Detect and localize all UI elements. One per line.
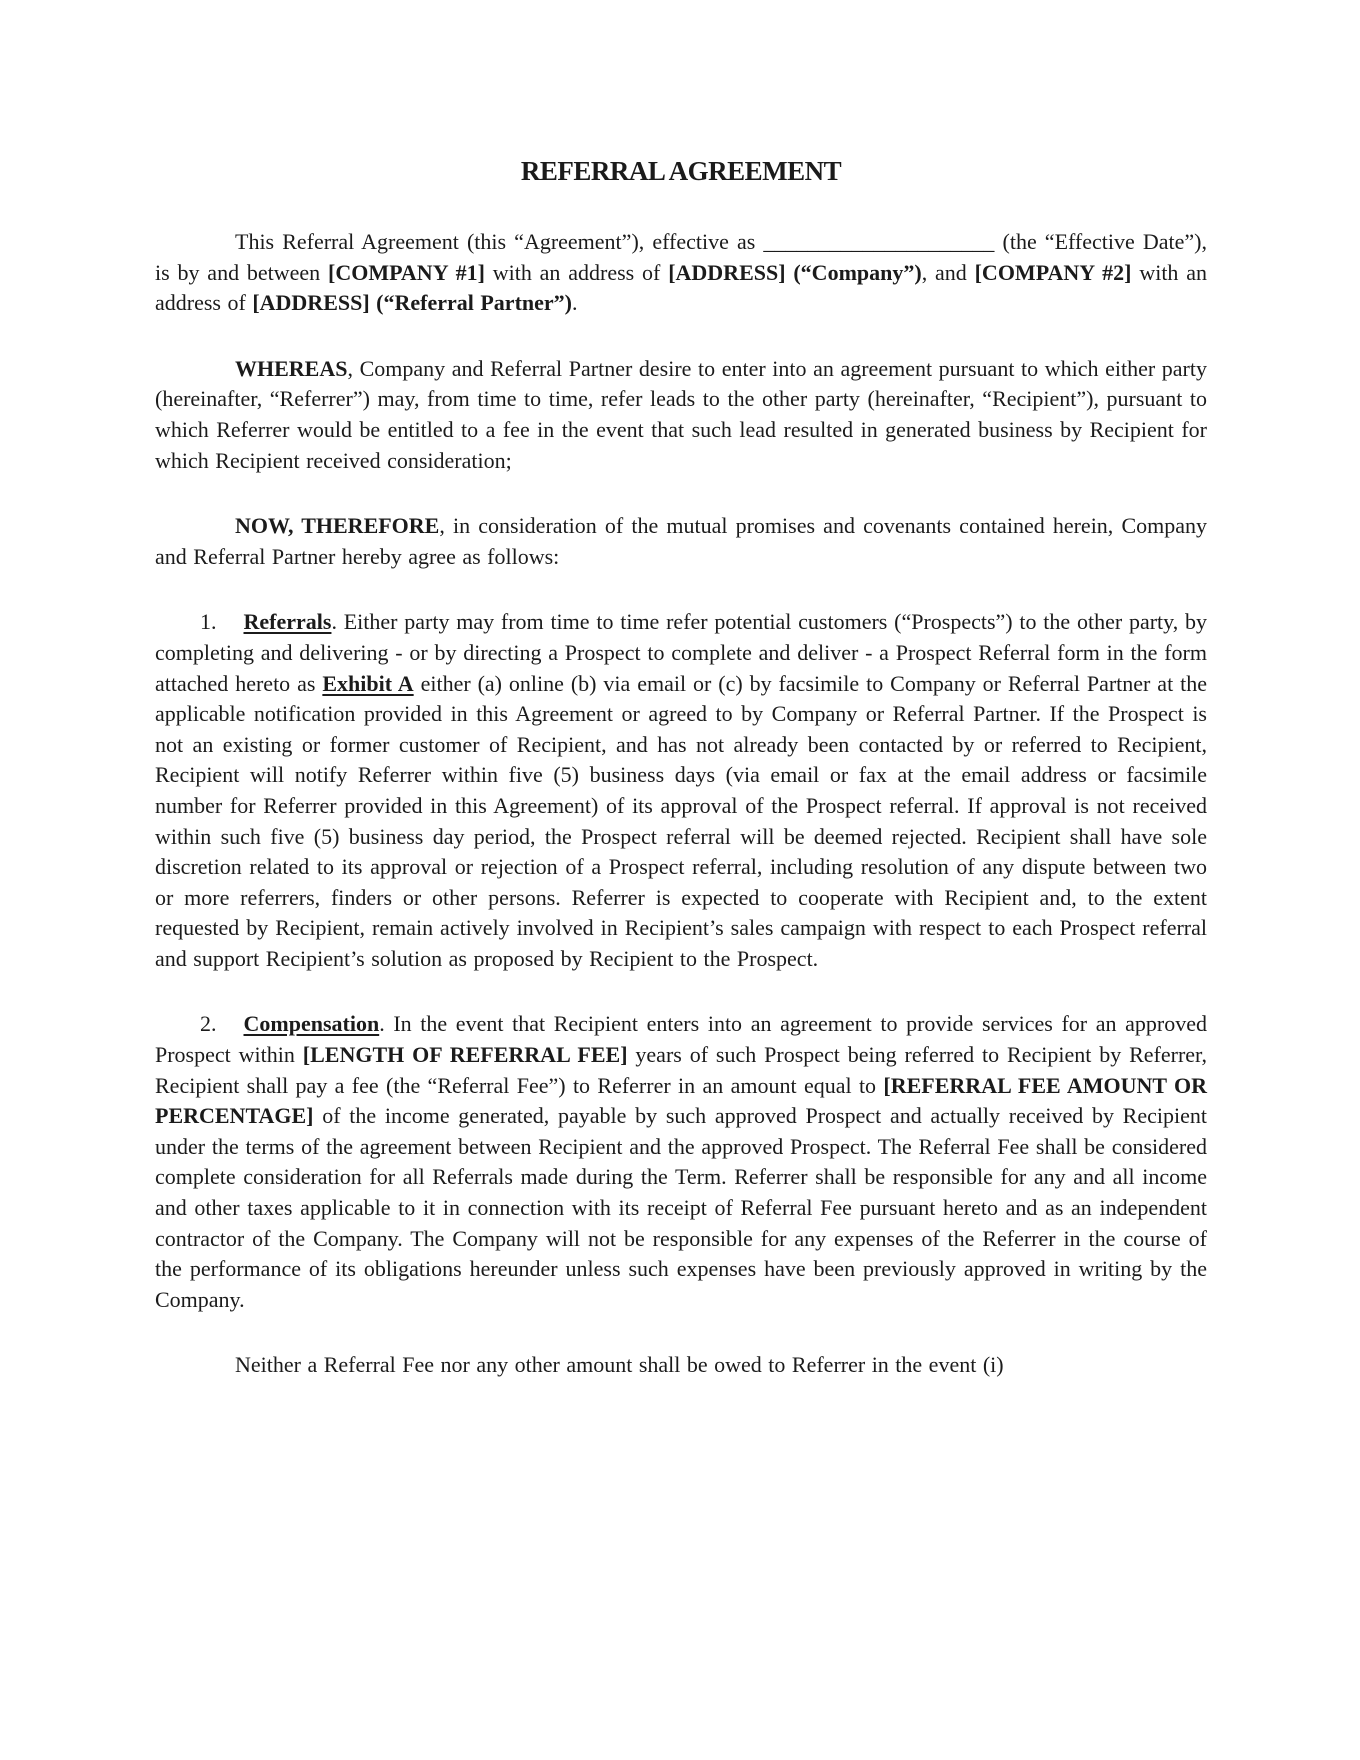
text-run: with an address of xyxy=(484,259,669,285)
text-run: WHEREAS xyxy=(235,355,348,381)
text-run: [ADDRESS] (“Company”) xyxy=(668,259,922,285)
text-run: . Either party may from time to time refer potential customers (“Prospects”) to the other party, by completing and delivering - or by directing a Prospect to complete and deliver - a Prospect Referral form in the form attached hereto as xyxy=(155,609,1207,696)
section-2-number: 2. xyxy=(200,1011,217,1037)
paragraph-text xyxy=(155,229,1207,315)
paragraph-text xyxy=(155,356,1207,473)
section-2-compensation-paragraph xyxy=(155,1009,1207,1315)
now-therefore-paragraph xyxy=(155,511,1207,572)
text-run: NOW, THEREFORE xyxy=(235,513,440,539)
text-run: [COMPANY #2] xyxy=(974,259,1132,285)
text-run: Compensation xyxy=(243,1011,380,1037)
text-run: [ADDRESS] (“Referral Partner”) xyxy=(252,290,572,316)
text-run: Neither a Referral Fee nor any other amount shall be owed to Referrer in the event (i) xyxy=(235,1352,1004,1378)
paragraph-text xyxy=(235,1352,1004,1377)
text-run: Exhibit A xyxy=(322,670,414,696)
closing-paragraph xyxy=(155,1350,1207,1381)
text-run: [LENGTH OF REFERRAL FEE] xyxy=(302,1042,628,1068)
text-run: , Company and Referral Partner desire to enter into an agreement pursuant to which either party (hereinafter, “Referrer”) may, from time to time, refer leads to the other party (hereinafter, “Recipient”), pursuant to which Referrer would be entitled to a fee in the event that such lead resulted in generated business by Recipient for which Recipient received consideration; xyxy=(155,355,1207,473)
whereas-paragraph xyxy=(155,354,1207,476)
paragraph-text xyxy=(155,609,1207,971)
text-run: with an address of xyxy=(155,259,1208,316)
text-run: , and xyxy=(921,259,975,285)
section-1-referrals-paragraph xyxy=(155,607,1207,974)
text-run: . In the event that Recipient enters into an agreement to provide services for an approved Prospect within xyxy=(155,1011,1207,1068)
text-run: of the income generated, payable by such approved Prospect and actually received by Recipient under the terms of the agreement between Recipient and the approved Prospect. The Referral Fee shall be considered complete consideration for all Referrals made during the Term. Referrer shall be responsible for any and all income and other taxes applicable to it in connection with its receipt of Referral Fee pursuant hereto and as an independent contractor of the Company. The Company will not be responsible for any expenses of the Referrer in the course of the performance of its obligations hereunder unless such expenses have been previously approved in writing by the Company. xyxy=(155,1103,1207,1312)
text-run: , in consideration of the mutual promises and covenants contained herein, Company and Referral Partner hereby agree as follows: xyxy=(155,513,1207,569)
text-run: This Referral Agreement (this “Agreement”), effective as _____________________ (the “Effective Date”), is by and between xyxy=(155,229,1207,285)
text-run: . xyxy=(572,290,578,316)
text-run: Referrals xyxy=(243,609,332,635)
document-title: REFERRAL AGREEMENT xyxy=(520,156,842,186)
paragraph-text xyxy=(155,1011,1207,1311)
text-run: years of such Prospect being referred to Recipient by Referrer, Recipient shall pay a fee (the “Referral Fee”) to Referrer in an amount equal to xyxy=(155,1042,1207,1098)
text-run: either (a) online (b) via email or (c) by facsimile to Company or Referral Partner at the applicable notification provided in this Agreement or agreed to by Company or Referral Partner. If the Prospect is not an existing or former customer of Recipient, and has not already been contacted by or referred to Recipient, Recipient will notify Referrer within five (5) business days (via email or fax at the email address or facsimile number for Referrer provided in this Agreement) of its approval of the Prospect referral. If approval is not received within such five (5) business day period, the Prospect referral will be deemed rejected. Recipient shall have sole discretion related to its approval or rejection of a Prospect referral, including resolution of any dispute between two or more referrers, finders or other persons. Referrer is expected to cooperate with Recipient and, to the extent requested by Recipient, remain actively involved in Recipient’s sales campaign with respect to each Prospect referral and support Recipient’s solution as proposed by Recipient to the Prospect. xyxy=(155,670,1207,971)
paragraph-text xyxy=(155,513,1207,569)
intro-paragraph xyxy=(155,227,1207,319)
section-1-number: 1. xyxy=(200,609,217,635)
text-run: [COMPANY #1] xyxy=(328,259,485,285)
text-run: [REFERRAL FEE AMOUNT OR PERCENTAGE] xyxy=(155,1072,1207,1129)
